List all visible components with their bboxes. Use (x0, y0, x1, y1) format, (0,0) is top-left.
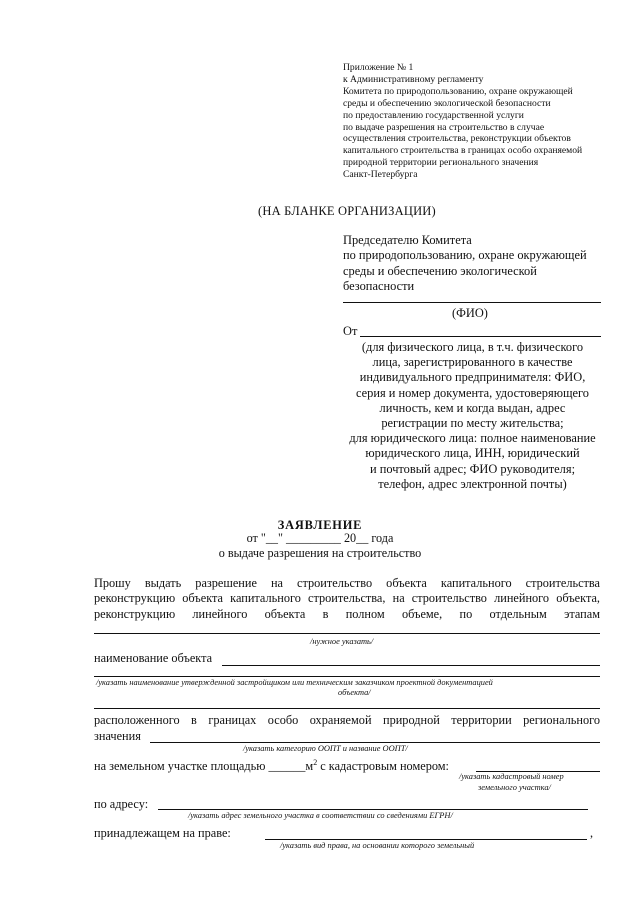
plot-area-label (94, 758, 449, 774)
plot-area-sup: 2 (313, 758, 318, 767)
appendix-line: среды и обеспечению экологической безопасности (343, 97, 551, 109)
applicant-hint-line: индивидуального предпринимателя: ФИО, (359, 370, 586, 385)
hint-address: /указать адрес земельного участка в соответствии со сведениями ЕГРН/ (188, 811, 453, 820)
hint-cadastral-cont: земельного участка/ (478, 783, 551, 792)
hint-right: /указать вид права, на основании которого земельный (280, 841, 475, 850)
located-line: расположенного в границах особо охраняемой природной территории регионального (94, 713, 600, 727)
addressee-line: безопасности (343, 279, 415, 294)
oopt-fill-line[interactable] (150, 742, 600, 743)
addressee-line: среды и обеспечению экологической (343, 263, 537, 278)
address-fill-line[interactable] (158, 809, 588, 810)
letterhead-note: (НА БЛАНКЕ ОРГАНИЗАЦИИ) (258, 204, 436, 218)
hint-specify: /нужное указать/ (310, 637, 374, 646)
addressee-line: по природопользованию, охране окружающей (343, 248, 587, 263)
right-label: принадлежащем на праве: (94, 826, 231, 840)
appendix-line: природной территории регионального значения (343, 157, 539, 169)
object-name-fill-line[interactable] (222, 665, 600, 666)
applicant-hint-line: юридического лица, ИНН, юридический (365, 446, 580, 461)
hint-cadastral: /указать кадастровый номер (459, 772, 564, 781)
hint-object-name: /указать наименование утвержденной застройщиком или техническим заказчиком проектной документацией (96, 678, 493, 687)
applicant-hint-line: для юридического лица: полное наименование (349, 431, 596, 446)
addressee-block (343, 233, 613, 295)
appendix-line: осуществления строительства, реконструкции объектов (343, 133, 571, 145)
request-line: реконструкцию линейного объекта в полном объеме, по отдельным этапам (94, 606, 600, 621)
object-name-label: наименование объекта (94, 651, 213, 665)
appendix-line: капитального строительства в границах особо охраняемой (343, 145, 583, 157)
request-line: реконструкцию объекта капитального строительства, на строительство линейного объекта, (94, 591, 600, 606)
applicant-hint-line: личность, кем и когда выдан, адрес (379, 400, 566, 415)
appendix-line: Приложение № 1 (343, 62, 414, 73)
document-title: ЗАЯВЛЕНИЕ (277, 518, 363, 532)
appendix-line: Комитета по природопользованию, охране окружающей (343, 85, 573, 97)
located-line-2: значения (94, 729, 141, 743)
object-name-fill-line-2[interactable] (94, 676, 600, 677)
statement-date[interactable]: от "__" _________ 20__ года (246, 531, 394, 545)
applicant-hint-line: серия и номер документа, удостоверяющего (356, 385, 589, 400)
right-fill-line[interactable] (265, 839, 587, 840)
request-paragraph (94, 576, 600, 622)
from-label: От (343, 324, 358, 338)
applicant-hint-line: и почтовый адрес; ФИО руководителя; (369, 461, 576, 476)
fio-label: (ФИО) (452, 306, 488, 320)
appendix-line: по предоставлению государственной услуги (343, 109, 524, 121)
specify-fill-line[interactable] (94, 633, 600, 634)
plot-cadastral-text: с кадастровым номером: (317, 759, 449, 774)
applicant-hint-line: (для физического лица, в т.ч. физического (361, 340, 584, 354)
applicant-hint (335, 340, 610, 492)
from-line[interactable] (360, 336, 601, 337)
right-end-comma: , (590, 826, 594, 840)
applicant-hint-line: регистрации по месту жительства; (381, 416, 564, 431)
appendix-line: по выдаче разрешения на строительство в случае (343, 121, 545, 133)
address-label: по адресу: (94, 797, 149, 811)
plot-area-text: на земельном участке площадью ______м (94, 759, 314, 774)
appendix-line: Санкт-Петербурга (343, 169, 418, 181)
addressee-line: Председателю Комитета (343, 233, 472, 247)
appendix-header (343, 62, 613, 181)
applicant-hint-line: телефон, адрес электронной почты) (378, 476, 567, 491)
applicant-hint-line: лица, зарегистрированного в качестве (372, 355, 573, 370)
request-line: Прошу выдать разрешение на строительство объекта капитального строительства (94, 576, 600, 590)
object-name-fill-line-3[interactable] (94, 708, 600, 709)
hint-oopt: /указать категорию ООПТ и название ООПТ/ (243, 744, 408, 753)
addressee-fio-line[interactable] (343, 302, 601, 303)
appendix-line: к Административному регламенту (343, 73, 484, 85)
statement-subject: о выдаче разрешения на строительство (218, 546, 422, 560)
hint-object-name-cont: объекта/ (338, 688, 371, 697)
